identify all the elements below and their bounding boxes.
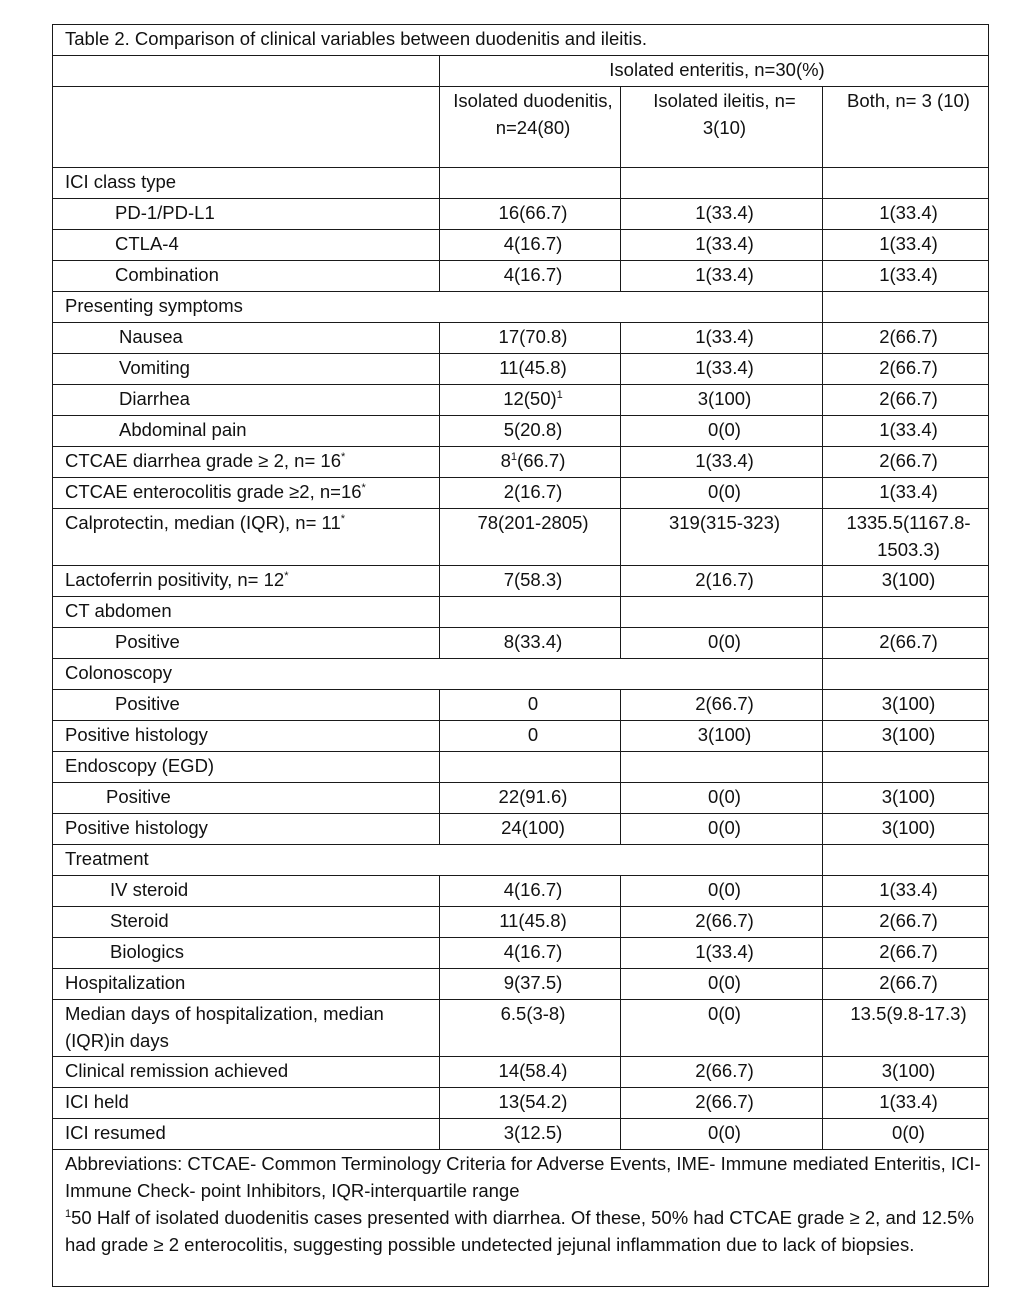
cell-value: 2(16.7) xyxy=(440,478,621,509)
cell-value: 1(33.4) xyxy=(823,230,989,261)
table-row xyxy=(53,597,989,628)
row-label: Biologics xyxy=(53,938,440,969)
table-row xyxy=(53,628,989,659)
cell-value: 0(0) xyxy=(823,1119,989,1150)
row-label: Positive xyxy=(53,690,440,721)
cell-value: 2(16.7) xyxy=(621,566,823,597)
cell-value: 3(100) xyxy=(621,385,823,416)
table-row xyxy=(53,938,989,969)
cell-value: 14(58.4) xyxy=(440,1057,621,1088)
cell-value: 0(0) xyxy=(621,1119,823,1150)
group-header: Isolated enteritis, n=30(%) xyxy=(440,56,989,87)
cell-value: 8(33.4) xyxy=(440,628,621,659)
col-header-ileitis: Isolated ileitis, n= 3(10) xyxy=(621,87,823,168)
cell-value: 2(66.7) xyxy=(621,907,823,938)
empty-cell xyxy=(823,659,989,690)
cell-value: 6.5(3-8) xyxy=(440,1000,621,1057)
cell-value: 7(58.3) xyxy=(440,566,621,597)
row-label: Median days of hospitalization, median (IQR)in days xyxy=(53,1000,440,1057)
clinical-variables-table xyxy=(52,24,989,1287)
table-row xyxy=(53,1088,989,1119)
table-row xyxy=(53,876,989,907)
row-label: Hospitalization xyxy=(53,969,440,1000)
cell-value: 0(0) xyxy=(621,969,823,1000)
cell-value: 2(66.7) xyxy=(823,323,989,354)
cell-value: 4(16.7) xyxy=(440,938,621,969)
cell-value xyxy=(621,752,823,783)
table-row xyxy=(53,168,989,199)
cell-value-text: 8 xyxy=(500,450,511,471)
table-row xyxy=(53,752,989,783)
cell-value: 11(45.8) xyxy=(440,354,621,385)
cell-value xyxy=(621,168,823,199)
cell-value: 3(100) xyxy=(823,721,989,752)
column-header-row xyxy=(53,87,989,168)
cell-value xyxy=(440,385,621,416)
cell-value: 0 xyxy=(440,690,621,721)
cell-value: 0(0) xyxy=(621,783,823,814)
table-row xyxy=(53,566,989,597)
cell-value: 2(66.7) xyxy=(823,385,989,416)
cell-value xyxy=(440,447,621,478)
table-row xyxy=(53,969,989,1000)
empty-cell xyxy=(823,292,989,323)
cell-value: 1(33.4) xyxy=(823,876,989,907)
footnote-marker: * xyxy=(340,512,346,525)
cell-value: 1(33.4) xyxy=(823,478,989,509)
cell-value: 3(100) xyxy=(823,1057,989,1088)
cell-value: 4(16.7) xyxy=(440,230,621,261)
section-label: Treatment xyxy=(53,845,823,876)
row-label: Positive xyxy=(53,783,440,814)
cell-value: 1(33.4) xyxy=(823,1088,989,1119)
cell-value: 1(33.4) xyxy=(823,416,989,447)
row-label xyxy=(53,447,440,478)
cell-value: 13.5(9.8-17.3) xyxy=(823,1000,989,1057)
row-label: Combination xyxy=(53,261,440,292)
table-row xyxy=(53,1057,989,1088)
cell-value xyxy=(440,597,621,628)
row-label xyxy=(53,509,440,566)
row-label: Nausea xyxy=(53,323,440,354)
table-row xyxy=(53,261,989,292)
cell-value: 1(33.4) xyxy=(621,447,823,478)
cell-value: 1(33.4) xyxy=(621,199,823,230)
cell-value: 2(66.7) xyxy=(621,690,823,721)
row-label: Abdominal pain xyxy=(53,416,440,447)
cell-value: 3(100) xyxy=(823,690,989,721)
cell-value: 4(16.7) xyxy=(440,261,621,292)
row-label xyxy=(53,566,440,597)
cell-value: 0(0) xyxy=(621,416,823,447)
row-label: Positive histology xyxy=(53,814,440,845)
table-row xyxy=(53,783,989,814)
table-row xyxy=(53,907,989,938)
row-label: IV steroid xyxy=(53,876,440,907)
row-label: Positive histology xyxy=(53,721,440,752)
abbreviations-text: Abbreviations: CTCAE- Common Terminology Criteria for Adverse Events, IME- Immune mediated Enteritis, ICI- Immune Check- point Inhibitors, IQR-interquartile range xyxy=(65,1153,981,1201)
footnote-cell xyxy=(53,1150,989,1287)
cell-value xyxy=(823,168,989,199)
cell-value: 2(66.7) xyxy=(823,447,989,478)
cell-value: 2(66.7) xyxy=(823,354,989,385)
cell-value: 0(0) xyxy=(621,1000,823,1057)
table-row xyxy=(53,323,989,354)
cell-value: 2(66.7) xyxy=(823,969,989,1000)
table-row xyxy=(53,721,989,752)
table-row xyxy=(53,814,989,845)
cell-value: 1(33.4) xyxy=(823,199,989,230)
cell-value: 78(201-2805) xyxy=(440,509,621,566)
cell-value xyxy=(440,168,621,199)
cell-value xyxy=(440,752,621,783)
cell-value: 1335.5(1167.8-1503.3) xyxy=(823,509,989,566)
row-label: CT abdomen xyxy=(53,597,440,628)
cell-value: 2(66.7) xyxy=(621,1088,823,1119)
section-label: Colonoscopy xyxy=(53,659,823,690)
row-label xyxy=(53,478,440,509)
cell-value: 0(0) xyxy=(621,814,823,845)
empty-cell xyxy=(823,845,989,876)
cell-value: 2(66.7) xyxy=(823,628,989,659)
cell-value: 319(315-323) xyxy=(621,509,823,566)
section-row xyxy=(53,292,989,323)
footnote-note: 50 Half of isolated duodenitis cases presented with diarrhea. Of these, 50% had CTCAE grade ≥ 2, and 12.5% had grade ≥ 2 enterocolitis, suggesting possible undetected jejunal inflammation due to lack of biopsies. xyxy=(65,1207,974,1255)
cell-value: 4(16.7) xyxy=(440,876,621,907)
cell-value: 13(54.2) xyxy=(440,1088,621,1119)
footnote-text xyxy=(65,1204,982,1258)
cell-value xyxy=(621,597,823,628)
cell-value: 2(66.7) xyxy=(823,907,989,938)
cell-value xyxy=(823,597,989,628)
section-label: Presenting symptoms xyxy=(53,292,823,323)
cell-value: 3(100) xyxy=(823,814,989,845)
cell-value: 2(66.7) xyxy=(823,938,989,969)
table-row xyxy=(53,354,989,385)
cell-value: 1(33.4) xyxy=(823,261,989,292)
cell-value: 0(0) xyxy=(621,876,823,907)
row-label: ICI held xyxy=(53,1088,440,1119)
row-label: Positive xyxy=(53,628,440,659)
row-label: ICI resumed xyxy=(53,1119,440,1150)
cell-value: 1(33.4) xyxy=(621,354,823,385)
cell-value: 16(66.7) xyxy=(440,199,621,230)
cell-value: 1(33.4) xyxy=(621,323,823,354)
cell-value: 9(37.5) xyxy=(440,969,621,1000)
table-row xyxy=(53,478,989,509)
row-label: ICI class type xyxy=(53,168,440,199)
footnote-marker: * xyxy=(361,481,366,494)
cell-value xyxy=(823,752,989,783)
footnote-marker: 1 xyxy=(510,450,518,463)
table-row xyxy=(53,509,989,566)
row-label-text: CTCAE diarrhea grade ≥ 2, n= 16 xyxy=(65,450,341,471)
row-label: PD-1/PD-L1 xyxy=(53,199,440,230)
cell-value: 0(0) xyxy=(621,628,823,659)
table-row xyxy=(53,199,989,230)
cell-value: 17(70.8) xyxy=(440,323,621,354)
cell-value: 0 xyxy=(440,721,621,752)
caption-row xyxy=(53,25,989,56)
footnote-marker: * xyxy=(340,450,346,463)
section-row xyxy=(53,845,989,876)
empty-header-cell xyxy=(53,87,440,168)
cell-value: 3(100) xyxy=(621,721,823,752)
cell-value: 3(100) xyxy=(823,566,989,597)
cell-value: 0(0) xyxy=(621,478,823,509)
row-label-text: Calprotectin, median (IQR), n= 11 xyxy=(65,512,341,533)
row-label: Diarrhea xyxy=(53,385,440,416)
table-caption: Table 2. Comparison of clinical variables between duodenitis and ileitis. xyxy=(53,25,989,56)
cell-value-text: 12(50) xyxy=(503,388,557,409)
cell-value: 5(20.8) xyxy=(440,416,621,447)
cell-value: 22(91.6) xyxy=(440,783,621,814)
col-header-both: Both, n= 3 (10) xyxy=(823,87,989,168)
group-header-row xyxy=(53,56,989,87)
table-row xyxy=(53,230,989,261)
cell-value: 1(33.4) xyxy=(621,230,823,261)
row-label-text: Lactoferrin positivity, n= 12 xyxy=(65,569,285,590)
empty-header-cell xyxy=(53,56,440,87)
table-row xyxy=(53,447,989,478)
cell-value: 3(100) xyxy=(823,783,989,814)
row-label-text: CTCAE enterocolitis grade ≥2, n=16 xyxy=(65,481,362,502)
footnote-marker: 1 xyxy=(65,1207,72,1220)
table-row xyxy=(53,385,989,416)
footnote-marker: 1 xyxy=(556,388,563,401)
cell-value: 3(12.5) xyxy=(440,1119,621,1150)
table-row xyxy=(53,1119,989,1150)
footnote-marker: * xyxy=(284,569,289,582)
footnote-row xyxy=(53,1150,989,1287)
row-label: Clinical remission achieved xyxy=(53,1057,440,1088)
table-row xyxy=(53,1000,989,1057)
table-row xyxy=(53,416,989,447)
row-label: Vomiting xyxy=(53,354,440,385)
table-row xyxy=(53,690,989,721)
cell-value: 11(45.8) xyxy=(440,907,621,938)
row-label: CTLA-4 xyxy=(53,230,440,261)
cell-value-text: (66.7) xyxy=(517,450,566,471)
cell-value: 24(100) xyxy=(440,814,621,845)
col-header-duodenitis: Isolated duodenitis, n=24(80) xyxy=(440,87,621,168)
cell-value: 1(33.4) xyxy=(621,261,823,292)
cell-value: 2(66.7) xyxy=(621,1057,823,1088)
cell-value: 1(33.4) xyxy=(621,938,823,969)
section-row xyxy=(53,659,989,690)
row-label: Endoscopy (EGD) xyxy=(53,752,440,783)
row-label: Steroid xyxy=(53,907,440,938)
